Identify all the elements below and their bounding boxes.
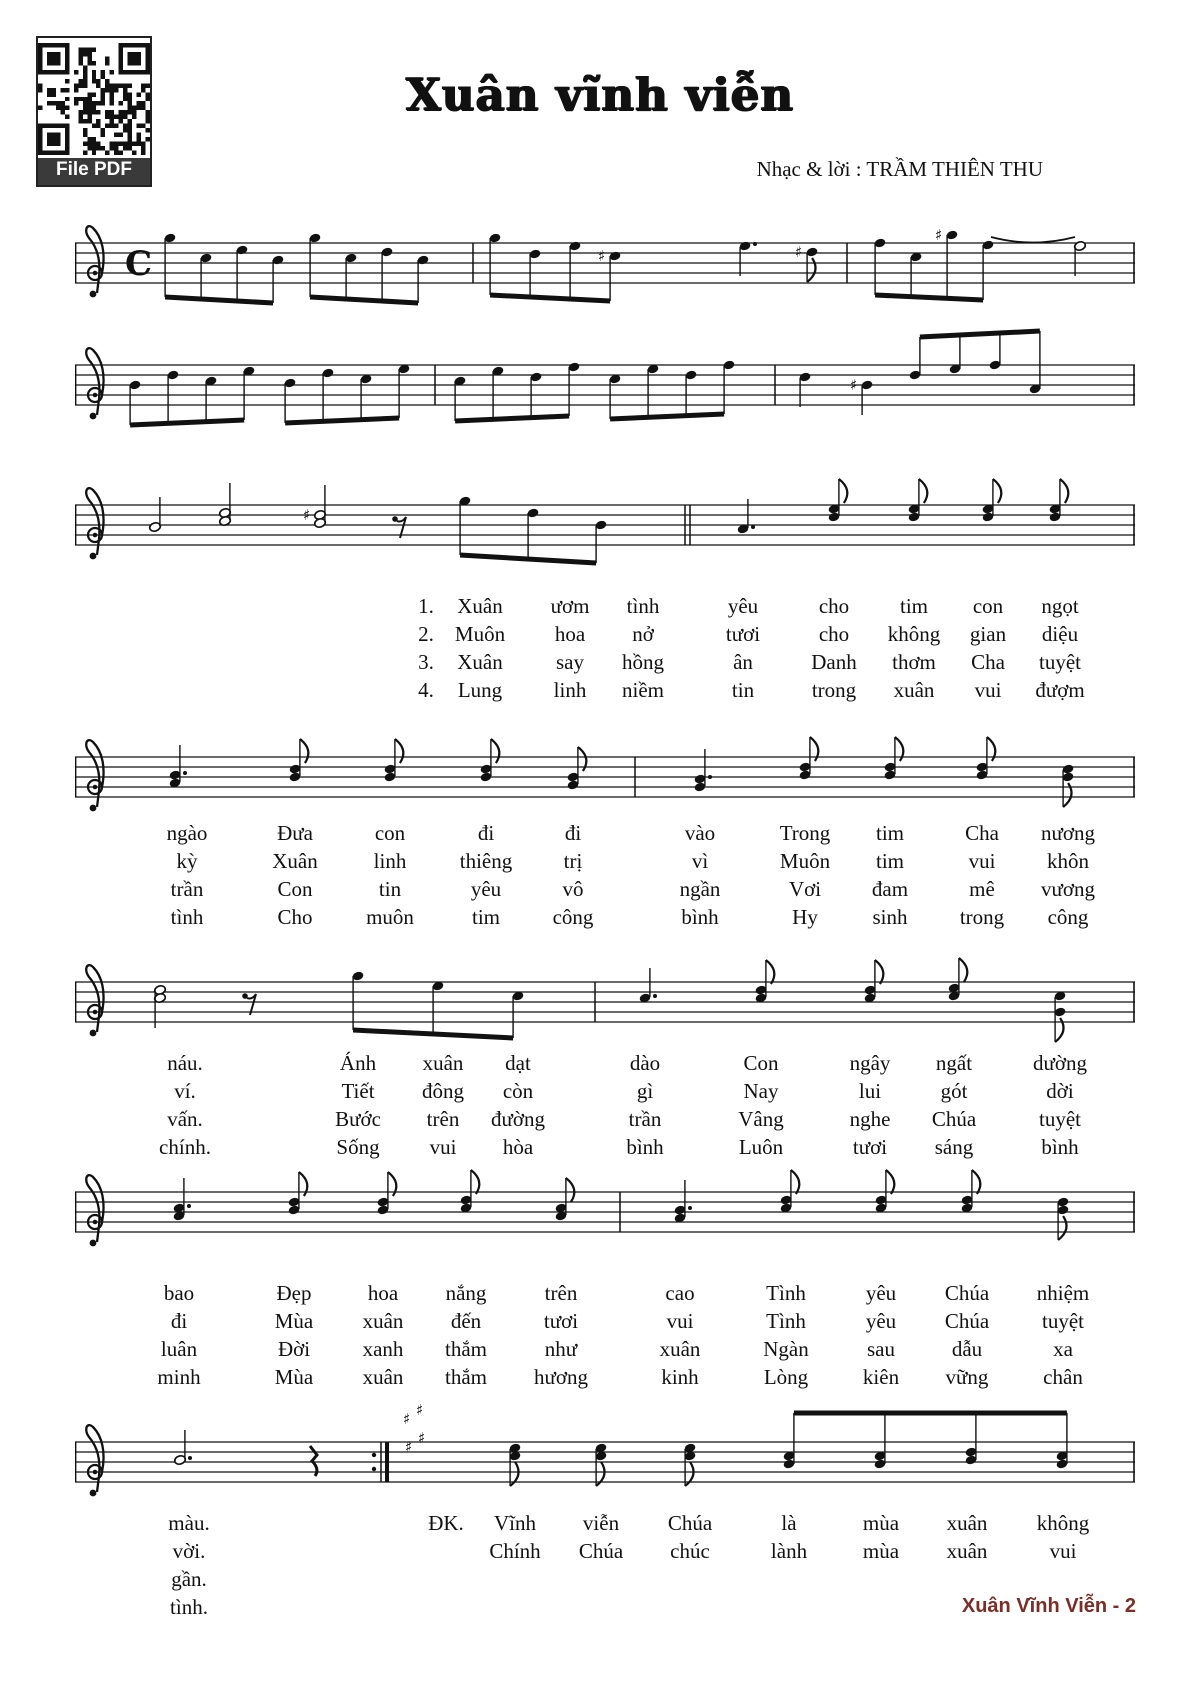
lyric-word: thơm	[892, 650, 936, 674]
lyric-word: luân	[160, 1337, 198, 1361]
lyric-word: bao	[163, 1281, 195, 1305]
lyric-word: Cha	[965, 821, 999, 845]
lyric-word: xuân	[893, 678, 935, 702]
lyric-word: mê	[969, 877, 995, 901]
lyric-word: Sống	[336, 1135, 380, 1159]
lyric-word: đượm	[1035, 678, 1085, 702]
lyric-word: Xuân	[272, 849, 318, 873]
lyric-word: cao	[665, 1281, 695, 1305]
svg-text:♯: ♯	[850, 376, 858, 394]
lyric-word: công	[1047, 905, 1089, 929]
lyric-word: bình	[626, 1135, 664, 1159]
lyric-word: đi	[477, 821, 495, 845]
lyric-word: Ánh	[339, 1051, 377, 1075]
lyric-word: 4.	[418, 678, 434, 702]
lyric-word: kinh	[661, 1365, 699, 1389]
lyric-word: Tiết	[341, 1079, 375, 1103]
lyric-word: yêu	[865, 1281, 897, 1305]
lyric-word: mùa	[862, 1511, 900, 1535]
lyric-word: Tình	[766, 1281, 806, 1305]
lyric-word: xuân	[659, 1337, 701, 1361]
lyric-word: không	[1036, 1511, 1090, 1535]
lyric-word: tuyệt	[1039, 1107, 1081, 1131]
lyric-word: dường	[1033, 1051, 1087, 1075]
lyric-word: tươi	[543, 1309, 579, 1333]
lyric-word: gì	[636, 1079, 654, 1103]
lyric-word: dào	[629, 1051, 661, 1075]
lyric-word: Vĩnh	[494, 1511, 536, 1535]
lyric-word: vui	[429, 1135, 457, 1159]
lyric-word: con	[972, 594, 1004, 618]
lyric-word: đam	[871, 877, 909, 901]
lyric-word: Muôn	[454, 622, 506, 646]
lyric-word: viễn	[582, 1511, 620, 1535]
lyric-word: vì	[691, 849, 709, 873]
lyric-word: ngây	[849, 1051, 891, 1075]
lyric-word: Con	[277, 877, 313, 901]
footer-page-label: Xuân Vĩnh Viễn - 2	[961, 1595, 1136, 1617]
lyric-word: tim	[471, 905, 501, 929]
lyric-word: niềm	[622, 678, 664, 702]
lyric-word: tim	[875, 849, 905, 873]
lyric-word: thắm	[445, 1365, 487, 1389]
lyric-word: không	[887, 622, 941, 646]
lyric-word: trị	[563, 849, 583, 873]
lyrics-block-verses-line4	[0, 1281, 1200, 1401]
lyric-word: sau	[867, 1337, 895, 1361]
lyric-word: Luôn	[738, 1135, 784, 1159]
lyric-word: vào	[684, 821, 716, 845]
lyric-word: linh	[373, 849, 407, 873]
lyric-word: bình	[681, 905, 719, 929]
lyric-word: trong	[811, 678, 857, 702]
lyric-word: lui	[858, 1079, 882, 1103]
lyric-word: gót	[940, 1079, 968, 1103]
lyric-word: trần	[628, 1107, 662, 1131]
lyric-word: đến	[450, 1309, 482, 1333]
lyric-word: tình.	[170, 1595, 208, 1619]
lyric-word: Chính	[489, 1539, 541, 1563]
lyric-word: ví.	[174, 1079, 196, 1103]
lyric-word: thắm	[445, 1337, 487, 1361]
lyric-word: tươi	[725, 622, 761, 646]
lyric-word: minh	[157, 1365, 201, 1389]
svg-text:♯: ♯	[935, 226, 943, 244]
lyric-word: ngất	[935, 1051, 973, 1075]
lyric-word: chúc	[670, 1539, 710, 1563]
lyric-word: Đời	[277, 1337, 311, 1361]
lyric-word: kiên	[862, 1365, 900, 1389]
lyric-word: sáng	[934, 1135, 974, 1159]
lyric-word: yêu	[727, 594, 759, 618]
lyric-word: hồng	[622, 650, 664, 674]
lyric-word: trong	[959, 905, 1005, 929]
svg-text:♯: ♯	[303, 506, 311, 524]
lyric-word: Mùa	[274, 1309, 314, 1333]
lyric-word: xuân	[362, 1365, 404, 1389]
svg-text:♯: ♯	[403, 1410, 411, 1428]
lyric-word: còn	[502, 1079, 534, 1103]
lyric-word: ngào	[166, 821, 208, 845]
lyric-word: vững	[945, 1365, 989, 1389]
lyric-word: dẫu	[951, 1337, 983, 1361]
staff-1	[75, 203, 1135, 333]
lyric-word: ươm	[550, 594, 590, 618]
lyric-word: Cho	[277, 905, 313, 929]
lyric-word: hương	[534, 1365, 588, 1389]
lyric-word: hòa	[502, 1135, 534, 1159]
staff-2	[75, 325, 1135, 455]
lyric-word: Chúa	[667, 1511, 713, 1535]
lyric-word: xuân	[362, 1309, 404, 1333]
lyric-word: Trong	[779, 821, 831, 845]
lyric-word: Nay	[743, 1079, 779, 1103]
lyric-word: ĐK.	[428, 1511, 464, 1535]
lyric-word: Danh	[811, 650, 857, 674]
lyric-word: xa	[1053, 1337, 1073, 1361]
lyric-word: đường	[491, 1107, 545, 1131]
staff-3	[75, 465, 1135, 595]
lyric-word: ngọt	[1041, 594, 1079, 618]
lyric-word: Chúa	[931, 1107, 977, 1131]
lyric-word: Mùa	[274, 1365, 314, 1389]
lyric-word: khôn	[1047, 849, 1089, 873]
lyric-word: tim	[875, 821, 905, 845]
lyric-word: yêu	[865, 1309, 897, 1333]
lyric-word: nương	[1041, 821, 1095, 845]
svg-text:♯: ♯	[795, 243, 803, 261]
svg-text:♯: ♯	[416, 1402, 424, 1419]
composer-credit: Nhạc & lời : TRẦM THIÊN THU	[756, 157, 1043, 181]
lyric-word: hoa	[367, 1281, 399, 1305]
lyric-word: vui	[968, 849, 996, 873]
lyrics-block-verses-start	[0, 594, 1200, 714]
lyric-word: tươi	[852, 1135, 888, 1159]
lyric-word: Cha	[971, 650, 1005, 674]
lyric-word: 2.	[418, 622, 434, 646]
lyric-word: vô	[562, 877, 584, 901]
lyric-word: hoa	[554, 622, 586, 646]
lyric-word: Xuân	[457, 650, 503, 674]
lyrics-block-verses-line2	[0, 821, 1200, 941]
lyric-word: nhiệm	[1036, 1281, 1090, 1305]
lyric-word: gian	[969, 622, 1007, 646]
lyric-word: thiêng	[459, 849, 513, 873]
lyric-word: Muôn	[779, 849, 831, 873]
lyric-word: đi	[170, 1309, 188, 1333]
page-title: Xuân vĩnh viễn	[405, 68, 795, 121]
lyric-word: trên	[544, 1281, 578, 1305]
lyric-word: náu.	[167, 1051, 203, 1075]
lyric-word: trần	[170, 877, 204, 901]
lyric-word: Bước	[335, 1107, 381, 1131]
lyric-word: xanh	[362, 1337, 404, 1361]
lyric-word: vương	[1041, 877, 1095, 901]
lyric-word: Hy	[792, 905, 818, 929]
lyric-word: chính.	[159, 1135, 211, 1159]
lyric-word: nắng	[445, 1281, 487, 1305]
svg-text:C: C	[125, 244, 153, 284]
lyric-word: như	[544, 1337, 578, 1361]
lyric-word: đông	[422, 1079, 464, 1103]
lyric-word: tuyệt	[1042, 1309, 1084, 1333]
lyric-word: trên	[426, 1107, 460, 1131]
lyric-word: Con	[743, 1051, 779, 1075]
lyric-word: muôn	[366, 905, 414, 929]
lyric-word: tin	[378, 877, 402, 901]
lyric-word: Xuân	[457, 594, 503, 618]
lyric-word: linh	[553, 678, 587, 702]
lyric-word: là	[781, 1511, 797, 1535]
lyric-word: tin	[731, 678, 755, 702]
lyrics-block-verses-line3	[0, 1051, 1200, 1171]
lyric-word: Đẹp	[276, 1281, 312, 1305]
lyric-word: Tình	[766, 1309, 806, 1333]
svg-text:♯: ♯	[405, 1438, 413, 1456]
lyric-word: tình	[626, 594, 660, 618]
lyric-word: vui	[974, 678, 1002, 702]
lyric-word: tình	[170, 905, 204, 929]
lyric-word: Chúa	[944, 1281, 990, 1305]
lyric-word: Ngàn	[763, 1337, 809, 1361]
svg-text:♯: ♯	[598, 247, 606, 265]
lyric-word: Lung	[457, 678, 503, 702]
lyric-word: diệu	[1041, 622, 1079, 646]
lyric-word: xuân	[946, 1539, 988, 1563]
lyric-word: dời	[1046, 1079, 1074, 1103]
lyric-word: lành	[770, 1539, 808, 1563]
lyric-word: mùa	[862, 1539, 900, 1563]
lyric-word: con	[374, 821, 406, 845]
lyric-word: Lòng	[763, 1365, 809, 1389]
lyric-word: Vơi	[788, 877, 822, 901]
lyric-word: cho	[818, 594, 850, 618]
lyric-word: sinh	[872, 905, 908, 929]
lyric-word: 1.	[418, 594, 434, 618]
lyric-word: kỳ	[176, 849, 198, 873]
lyric-word: say	[556, 650, 584, 674]
lyric-word: tuyệt	[1039, 650, 1081, 674]
lyric-word: công	[552, 905, 594, 929]
lyric-word: Vâng	[738, 1107, 784, 1131]
lyric-word: vui	[666, 1309, 694, 1333]
lyric-word: nghe	[849, 1107, 891, 1131]
lyric-word: cho	[818, 622, 850, 646]
lyric-word: xuân	[946, 1511, 988, 1535]
lyric-word: đi	[564, 821, 582, 845]
lyric-word: ngần	[679, 877, 721, 901]
qr-label: File PDF	[38, 158, 150, 185]
lyric-word: vời.	[172, 1539, 206, 1563]
lyric-word: yêu	[470, 877, 502, 901]
staff-6	[75, 1152, 1135, 1282]
lyric-word: chân	[1043, 1365, 1083, 1389]
lyric-word: màu.	[168, 1511, 210, 1535]
lyric-word: Đưa	[277, 821, 313, 845]
lyric-word: tim	[899, 594, 929, 618]
lyric-word: 3.	[418, 650, 434, 674]
lyric-word: xuân	[422, 1051, 464, 1075]
lyric-word: vấn.	[167, 1107, 203, 1131]
lyric-word: gần.	[171, 1567, 207, 1591]
lyric-word: vui	[1049, 1539, 1077, 1563]
lyric-word: Chúa	[944, 1309, 990, 1333]
lyric-word: dạt	[505, 1051, 531, 1075]
lyric-word: ân	[733, 650, 753, 674]
lyric-word: bình	[1041, 1135, 1079, 1159]
lyric-word: nở	[632, 622, 654, 646]
lyric-word: Chúa	[578, 1539, 624, 1563]
svg-text:♯: ♯	[418, 1429, 426, 1447]
